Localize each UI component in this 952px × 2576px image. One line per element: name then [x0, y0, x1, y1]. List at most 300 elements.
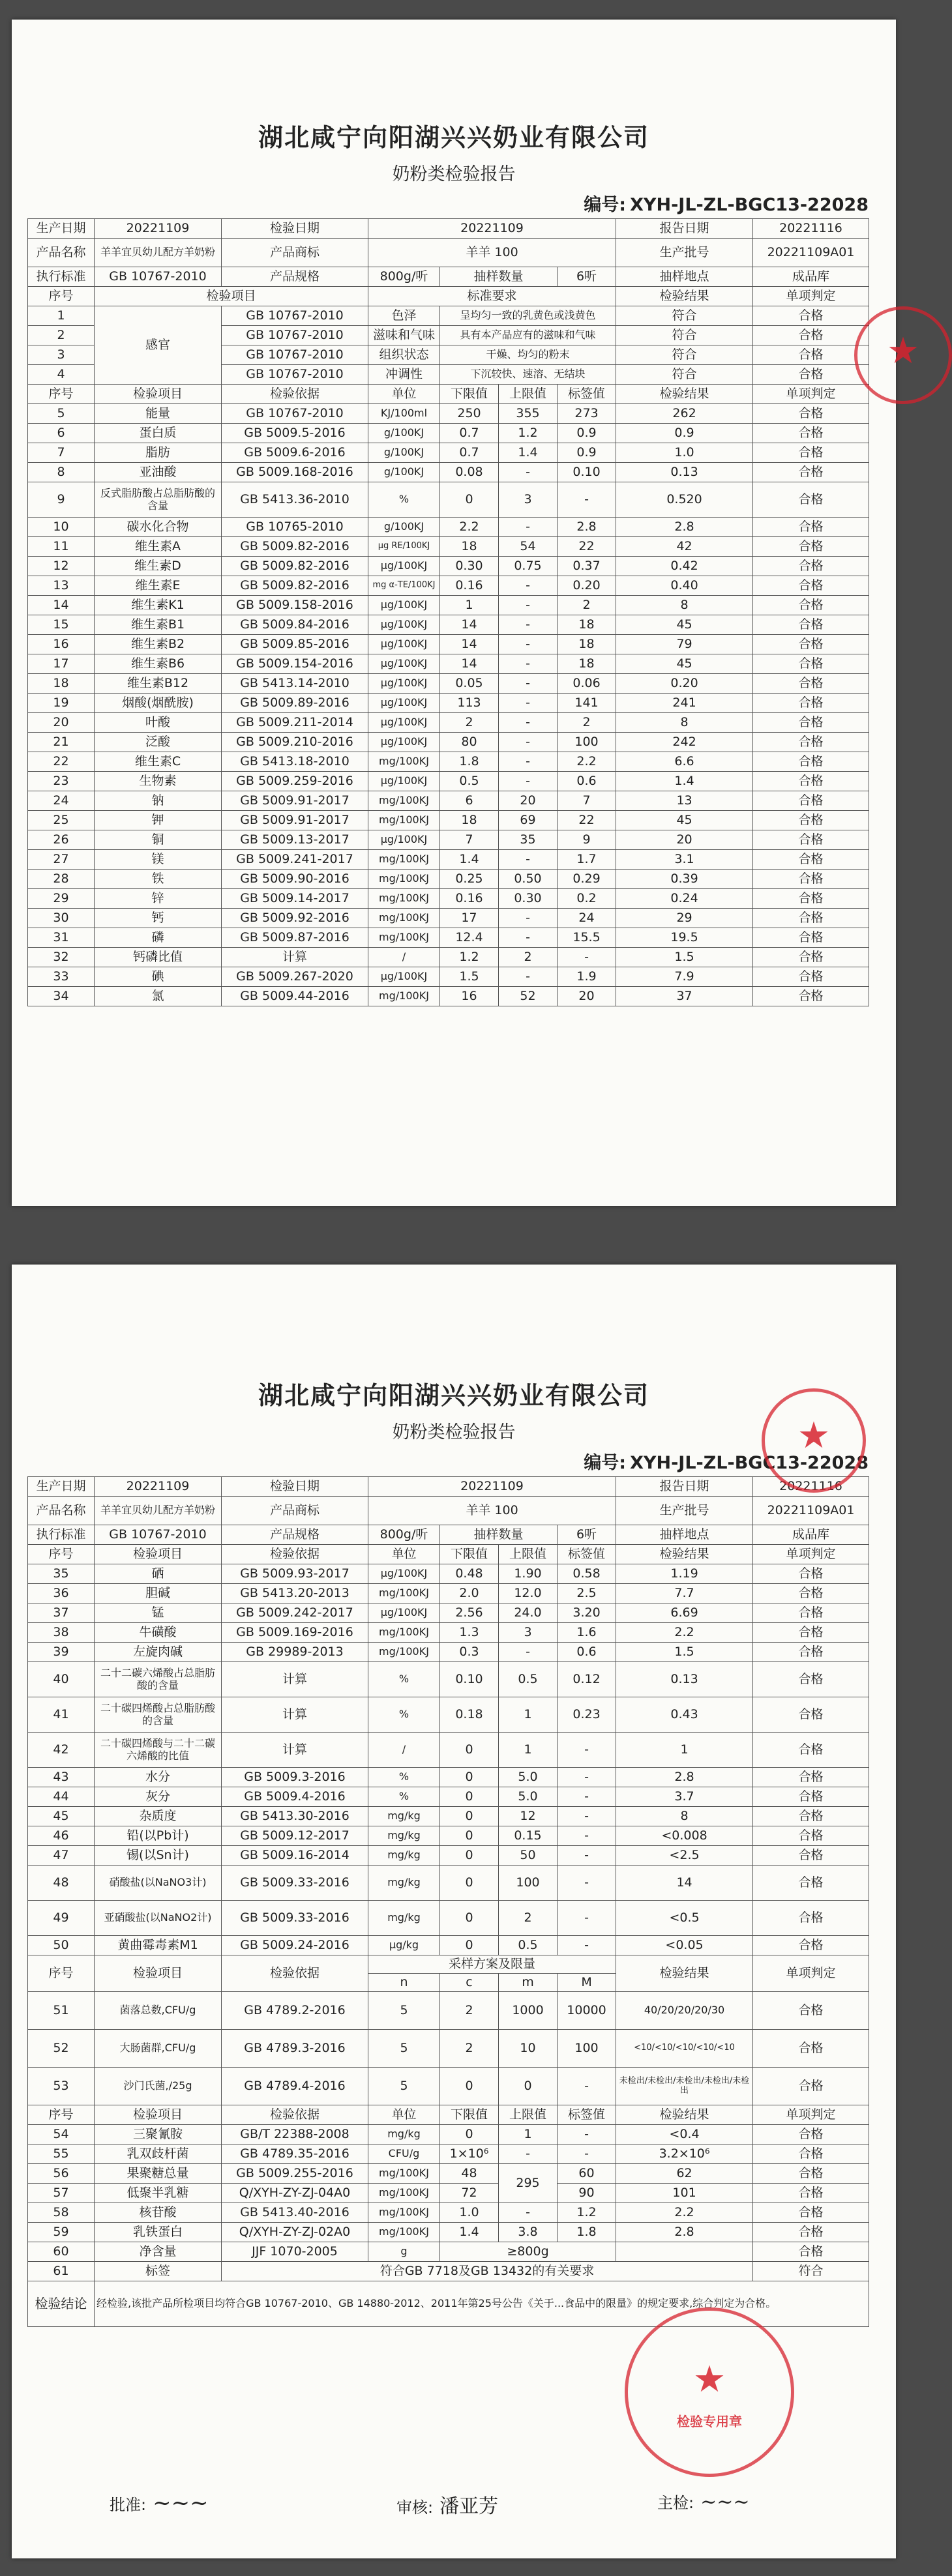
table-cell: - — [558, 1733, 616, 1768]
table-cell: GB 5009.33-2016 — [222, 1866, 368, 1901]
table-cell: 27 — [28, 850, 95, 870]
table-cell: 0 — [499, 2068, 558, 2105]
sample-site: 成品库 — [753, 1525, 869, 1545]
table-cell: 100 — [558, 2030, 616, 2068]
table-cell: GB 5009.82-2016 — [222, 576, 368, 596]
table-cell: 二十碳四烯酸占总脂肪酸的含量 — [95, 1697, 222, 1733]
table-cell: 合格 — [753, 1768, 869, 1787]
table-cell: 0.6 — [558, 772, 616, 791]
table-cell: 维生素K1 — [95, 596, 222, 615]
table-row — [28, 811, 869, 830]
table-cell: 9 — [28, 482, 95, 518]
table-cell: 250 — [440, 404, 499, 424]
table-cell: mg/100KJ — [368, 928, 440, 948]
table-cell: - — [558, 1866, 616, 1901]
table-row — [28, 635, 869, 654]
table-cell: 沙门氏菌,/25g — [95, 2068, 222, 2105]
table-cell: 序号 — [28, 1955, 95, 1992]
column-header: 单位 — [368, 1545, 440, 1564]
table-row — [28, 482, 869, 518]
table-cell: <0.05 — [616, 1936, 753, 1955]
table-row — [28, 1901, 869, 1936]
table-cell: 左旋肉碱 — [95, 1643, 222, 1662]
table-cell: 17 — [440, 909, 499, 928]
table-cell: 0.24 — [616, 889, 753, 909]
table-cell: JJF 1070-2005 — [222, 2242, 368, 2262]
table-cell: 维生素C — [95, 752, 222, 772]
table-cell: 55 — [28, 2144, 95, 2164]
table-cell: 69 — [499, 811, 558, 830]
table-row — [28, 2164, 869, 2184]
table-cell: 41 — [28, 1697, 95, 1733]
table-cell: 合格 — [753, 1866, 869, 1901]
table-row — [28, 1697, 869, 1733]
table-cell: 下沉较快、速溶、无结块 — [440, 365, 616, 385]
table-cell: 合格 — [753, 615, 869, 635]
table-cell: 0.58 — [558, 1564, 616, 1584]
table-cell: 合格 — [753, 2030, 869, 2068]
table-cell: 14 — [28, 596, 95, 615]
table-cell: 0 — [440, 2125, 499, 2144]
table-cell: Q/XYH-ZY-ZJ-04A0 — [222, 2184, 368, 2203]
table-cell: 合格 — [753, 2203, 869, 2223]
table-cell: 符合 — [616, 345, 753, 365]
table-cell: % — [368, 1787, 440, 1807]
report-title: 奶粉类检验报告 — [392, 1422, 516, 1442]
table-cell: 0.9 — [616, 424, 753, 443]
table-cell: 色泽 — [368, 306, 440, 326]
table-cell: 3.8 — [499, 2223, 558, 2242]
table-cell: 38 — [28, 1623, 95, 1643]
table-cell: 7.7 — [616, 1584, 753, 1603]
table-cell: 62 — [616, 2164, 753, 2184]
table-cell: 50 — [28, 1936, 95, 1955]
table-cell: 3.7 — [616, 1787, 753, 1807]
table-cell: 烟酸(烟酰胺) — [95, 694, 222, 713]
table-cell: 5 — [368, 1992, 440, 2030]
table-cell: 1.8 — [558, 2223, 616, 2242]
table-cell: 36 — [28, 1584, 95, 1603]
table-cell: 17 — [28, 654, 95, 674]
table-cell: 10000 — [558, 1992, 616, 2030]
table-cell: GB 5009.87-2016 — [222, 928, 368, 948]
table-row — [28, 615, 869, 635]
table-row — [28, 830, 869, 850]
table-cell: 合格 — [753, 1643, 869, 1662]
table-cell: KJ/100ml — [368, 404, 440, 424]
table-cell: 符合 — [753, 2262, 869, 2281]
table-cell: 未检出/未检出/未检出/未检出/未检出 — [616, 2068, 753, 2105]
table-cell: 13 — [616, 791, 753, 811]
table-cell: 29 — [616, 909, 753, 928]
table-cell: 0.25 — [440, 870, 499, 889]
table-cell: 合格 — [753, 654, 869, 674]
table-cell: 合格 — [753, 1846, 869, 1866]
table-cell: 磷 — [95, 928, 222, 948]
table-cell: 58 — [28, 2203, 95, 2223]
table-cell: 54 — [28, 2125, 95, 2144]
table-row — [28, 596, 869, 615]
table-row — [28, 733, 869, 752]
table-cell: 90 — [558, 2184, 616, 2203]
table-cell: 合格 — [753, 967, 869, 987]
table-cell: 48 — [28, 1866, 95, 1901]
table-cell: 10 — [499, 2030, 558, 2068]
table-cell: 5.0 — [499, 1768, 558, 1787]
table-cell: GB 4789.2-2016 — [222, 1992, 368, 2030]
table-cell: 合格 — [753, 537, 869, 557]
table-cell: 12.0 — [499, 1584, 558, 1603]
table-cell: 0.12 — [558, 1662, 616, 1697]
table-cell: 氯 — [95, 987, 222, 1006]
table-cell: mg/100KJ — [368, 752, 440, 772]
table-cell: 18 — [558, 635, 616, 654]
table-cell: GB 5009.168-2016 — [222, 463, 368, 482]
table-cell: 合格 — [753, 1623, 869, 1643]
table-cell: GB 5413.18-2010 — [222, 752, 368, 772]
table-cell: 2 — [558, 596, 616, 615]
table-cell: 蛋白质 — [95, 424, 222, 443]
table-cell: μg/100KJ — [368, 1564, 440, 1584]
table-cell: 3.2×10⁶ — [616, 2144, 753, 2164]
table-cell: 0.37 — [558, 557, 616, 576]
table-cell: 4 — [28, 365, 95, 385]
table-cell: μg/100KJ — [368, 733, 440, 752]
table-cell: - — [499, 518, 558, 537]
table-cell: 1 — [499, 1733, 558, 1768]
table-row — [28, 694, 869, 713]
table-cell: 合格 — [753, 576, 869, 596]
table-cell: 16 — [28, 635, 95, 654]
table-cell: 14 — [440, 615, 499, 635]
table-cell: 23 — [28, 772, 95, 791]
table-cell: 6 — [440, 791, 499, 811]
table-cell: 维生素E — [95, 576, 222, 596]
table-cell: 1.4 — [499, 443, 558, 463]
table-cell: 滋味和气味 — [368, 326, 440, 345]
table-cell: GB 10767-2010 — [222, 404, 368, 424]
table-cell: mg/100KJ — [368, 889, 440, 909]
table-cell: mg/100KJ — [368, 1643, 440, 1662]
table-cell: - — [499, 928, 558, 948]
table-cell: 141 — [558, 694, 616, 713]
table-cell: mg/100KJ — [368, 811, 440, 830]
table-cell: 52 — [28, 2030, 95, 2068]
table-cell: 铜 — [95, 830, 222, 850]
table-cell: 16 — [440, 987, 499, 1006]
table-cell: 18 — [440, 537, 499, 557]
column-header: 标签值 — [558, 385, 616, 404]
table-cell: 报告日期 — [616, 219, 753, 239]
table-cell: - — [558, 1807, 616, 1826]
sample-site: 成品库 — [753, 267, 869, 287]
table-cell: 产品规格 — [222, 267, 368, 287]
header-row — [28, 1497, 869, 1525]
table-cell: 合格 — [753, 2125, 869, 2144]
table-cell: 35 — [499, 830, 558, 850]
column-header: 序号 — [28, 1545, 95, 1564]
table-cell: 0.43 — [616, 1697, 753, 1733]
column-header: 上限值 — [499, 385, 558, 404]
table-cell: 20 — [499, 791, 558, 811]
table-cell: 0.5 — [440, 772, 499, 791]
table-cell: 合格 — [753, 2223, 869, 2242]
table-cell: 1.8 — [440, 752, 499, 772]
table-cell: GB 5009.91-2017 — [222, 791, 368, 811]
table-row — [28, 537, 869, 557]
table-cell: 序号 — [28, 287, 95, 306]
column-header: 检验依据 — [222, 2105, 368, 2125]
table-cell: 29 — [28, 889, 95, 909]
table-row — [28, 772, 869, 791]
table-row — [28, 1564, 869, 1584]
column-header: 下限值 — [440, 1545, 499, 1564]
production-date: 20221109 — [95, 1477, 222, 1497]
table-cell: 0.10 — [440, 1662, 499, 1697]
report-page-1 — [12, 20, 920, 1206]
table-cell: - — [499, 596, 558, 615]
report-date: 20221116 — [753, 1477, 869, 1497]
table-cell: 18 — [28, 674, 95, 694]
conclusion-text: 经检验,该批产品所检项目均符合GB 10767-2010、GB 14880-2012、2011年第25号公告《关于...食品中的限量》的规定要求,综合判定为合格。 — [95, 2281, 869, 2327]
table-cell: μg/kg — [368, 1936, 440, 1955]
table-cell: 检验结果 — [616, 1955, 753, 1992]
table-cell: 能量 — [95, 404, 222, 424]
table-cell: 0.6 — [558, 1643, 616, 1662]
table-cell: GB 10767-2010 — [222, 326, 368, 345]
table-cell: 0 — [440, 1866, 499, 1901]
table-cell: 1.3 — [440, 1623, 499, 1643]
table-row — [28, 2030, 869, 2068]
table-cell: GB 5413.30-2016 — [222, 1807, 368, 1826]
table-cell: g/100KJ — [368, 443, 440, 463]
table-cell: 1.2 — [558, 2203, 616, 2223]
report-title: 奶粉类检验报告 — [392, 164, 516, 184]
table-cell: 标签 — [95, 2262, 222, 2281]
table-cell: 13 — [28, 576, 95, 596]
table-row — [28, 2125, 869, 2144]
table-cell: μg/100KJ — [368, 830, 440, 850]
table-row — [28, 557, 869, 576]
table-cell: 32 — [28, 948, 95, 967]
sample-qty: 6听 — [558, 1525, 616, 1545]
table-cell: 1 — [440, 596, 499, 615]
table-cell: GB 5009.14-2017 — [222, 889, 368, 909]
table-cell: <2.5 — [616, 1846, 753, 1866]
table-cell: 合格 — [753, 326, 869, 345]
table-cell: 12 — [499, 1807, 558, 1826]
table-cell: 产品商标 — [222, 1497, 368, 1525]
table-cell: 0.9 — [558, 443, 616, 463]
table-cell: 维生素B6 — [95, 654, 222, 674]
table-cell: 合格 — [753, 733, 869, 752]
table-cell: GB 5009.33-2016 — [222, 1901, 368, 1936]
table-cell: - — [499, 635, 558, 654]
table-cell: GB 5009.44-2016 — [222, 987, 368, 1006]
table-row — [28, 2184, 869, 2203]
header-row — [28, 219, 869, 239]
table-cell: 101 — [616, 2184, 753, 2203]
production-date: 20221109 — [95, 219, 222, 239]
table-cell: 49 — [28, 1901, 95, 1936]
table-row — [28, 1787, 869, 1807]
table-cell: mg/100KJ — [368, 2223, 440, 2242]
table-cell: 合格 — [753, 1697, 869, 1733]
table-cell: 执行标准 — [28, 1525, 95, 1545]
table-cell: 锰 — [95, 1603, 222, 1623]
table-cell: 合格 — [753, 772, 869, 791]
table-row — [28, 404, 869, 424]
table-cell: - — [499, 850, 558, 870]
table-cell: 46 — [28, 1826, 95, 1846]
table-cell: - — [499, 694, 558, 713]
table-cell: 报告日期 — [616, 1477, 753, 1497]
table-cell: 1×10⁶ — [440, 2144, 499, 2164]
column-header: 下限值 — [440, 385, 499, 404]
table-cell: 30 — [28, 909, 95, 928]
table-cell: 0.23 — [558, 1697, 616, 1733]
table-cell: / — [368, 948, 440, 967]
table-cell: GB 5009.210-2016 — [222, 733, 368, 752]
column-header: 单位 — [368, 385, 440, 404]
table-cell: GB 5009.154-2016 — [222, 654, 368, 674]
report-number: 编号: XYH-JL-ZL-BGC13-22028 — [584, 195, 869, 215]
table-cell: 61 — [28, 2262, 95, 2281]
table-cell: 12 — [28, 557, 95, 576]
table-cell: 1.6 — [558, 1623, 616, 1643]
table-cell: GB 5009.3-2016 — [222, 1768, 368, 1787]
table-cell: 乳双歧杆菌 — [95, 2144, 222, 2164]
table-cell: 黄曲霉毒素M1 — [95, 1936, 222, 1955]
table-cell: GB 5009.85-2016 — [222, 635, 368, 654]
table-cell: 合格 — [753, 791, 869, 811]
table-cell: 24.0 — [499, 1603, 558, 1623]
table-cell: 242 — [616, 733, 753, 752]
table-cell: 标准要求 — [368, 287, 616, 306]
table-cell: 产品名称 — [28, 1497, 95, 1525]
column-header: 检验项目 — [95, 1545, 222, 1564]
table-cell: 0.10 — [558, 463, 616, 482]
table-cell: 产品名称 — [28, 239, 95, 267]
table-cell: 18 — [558, 615, 616, 635]
table-cell: 20 — [616, 830, 753, 850]
table-cell: 0 — [440, 482, 499, 518]
table-cell: 产品商标 — [222, 239, 368, 267]
table-cell: 二十碳四烯酸与二十二碳六烯酸的比值 — [95, 1733, 222, 1768]
table-cell: 合格 — [753, 557, 869, 576]
table-cell: 2.0 — [440, 1584, 499, 1603]
table-cell: mg/100KJ — [368, 987, 440, 1006]
table-cell: 1.0 — [616, 443, 753, 463]
table-cell: 7 — [28, 443, 95, 463]
table-cell: 合格 — [753, 596, 869, 615]
conclusion-label: 检验结论 — [28, 2281, 95, 2327]
column-header: 上限值 — [499, 1545, 558, 1564]
table-cell: 0.06 — [558, 674, 616, 694]
inspection-date: 20221109 — [368, 1477, 616, 1497]
table-cell: 15 — [28, 615, 95, 635]
table-cell: g/100KJ — [368, 463, 440, 482]
column-header-row — [28, 2105, 869, 2125]
table-cell: 叶酸 — [95, 713, 222, 733]
table-cell: 0 — [440, 1846, 499, 1866]
table-cell: 1.19 — [616, 1564, 753, 1584]
table-cell: GB 10767-2010 — [222, 345, 368, 365]
column-header-row — [28, 1545, 869, 1564]
table-cell: 3.20 — [558, 1603, 616, 1623]
table-cell: 1.5 — [440, 967, 499, 987]
table-cell: 采样方案及限量 — [368, 1955, 616, 1974]
table-cell: 9 — [558, 830, 616, 850]
table-cell: 1.7 — [558, 850, 616, 870]
table-cell: 0.20 — [558, 576, 616, 596]
table-cell: 14 — [440, 635, 499, 654]
table-cell: - — [499, 674, 558, 694]
table-cell: 5.0 — [499, 1787, 558, 1807]
table-cell: 40 — [28, 1662, 95, 1697]
table-cell: - — [499, 463, 558, 482]
table-row — [28, 1866, 869, 1901]
table-cell: 1.5 — [616, 1643, 753, 1662]
table-cell: 100 — [499, 1866, 558, 1901]
table-cell: 产品规格 — [222, 1525, 368, 1545]
table-cell: <0.008 — [616, 1826, 753, 1846]
table-cell: GB 5009.12-2017 — [222, 1826, 368, 1846]
inspection-seal: ★ 检验专用章 — [625, 2307, 794, 2477]
table-cell: 硝酸盐(以NaNO3计) — [95, 1866, 222, 1901]
table-cell: 45 — [28, 1807, 95, 1826]
table-cell: 24 — [558, 909, 616, 928]
table-cell: mg/kg — [368, 1846, 440, 1866]
table-cell: GB 5009.84-2016 — [222, 615, 368, 635]
table-cell: 合格 — [753, 482, 869, 518]
table-cell: GB 5009.92-2016 — [222, 909, 368, 928]
column-header: 标签值 — [558, 2105, 616, 2125]
column-header: 单项判定 — [753, 1545, 869, 1564]
table-cell: GB/T 22388-2008 — [222, 2125, 368, 2144]
table-cell: 抽样数量 — [440, 1525, 558, 1545]
table-cell: 合格 — [753, 2184, 869, 2203]
table-cell: 灰分 — [95, 1787, 222, 1807]
table-cell: 0.05 — [440, 674, 499, 694]
table-cell: 单项判定 — [753, 287, 869, 306]
table-row — [28, 424, 869, 443]
table-cell: GB 10767-2010 — [222, 306, 368, 326]
table-cell: 2.8 — [616, 2223, 753, 2242]
table-cell: 合格 — [753, 987, 869, 1006]
table-cell: 二十二碳六烯酸占总脂肪酸的含量 — [95, 1662, 222, 1697]
company-name: 湖北咸宁向阳湖兴兴奶业有限公司 — [258, 1381, 649, 1410]
table-row — [28, 2242, 869, 2262]
table-cell: 合格 — [753, 1807, 869, 1826]
table-cell: GB 5009.5-2016 — [222, 424, 368, 443]
table-cell: GB 5009.259-2016 — [222, 772, 368, 791]
table-cell: 1.4 — [440, 850, 499, 870]
table-cell: 295 — [499, 2164, 558, 2203]
red-seal: ★ — [854, 306, 952, 404]
table-cell: 15.5 — [558, 928, 616, 948]
table-cell: - — [558, 1768, 616, 1787]
table-cell: - — [558, 2125, 616, 2144]
table-cell: 24 — [28, 791, 95, 811]
table-cell: 亚油酸 — [95, 463, 222, 482]
table-cell: 净含量 — [95, 2242, 222, 2262]
table-cell: 合格 — [753, 713, 869, 733]
table-cell: 51 — [28, 1992, 95, 2030]
table-cell: 0.30 — [499, 889, 558, 909]
table-cell: 45 — [616, 615, 753, 635]
table-cell: 54 — [499, 537, 558, 557]
